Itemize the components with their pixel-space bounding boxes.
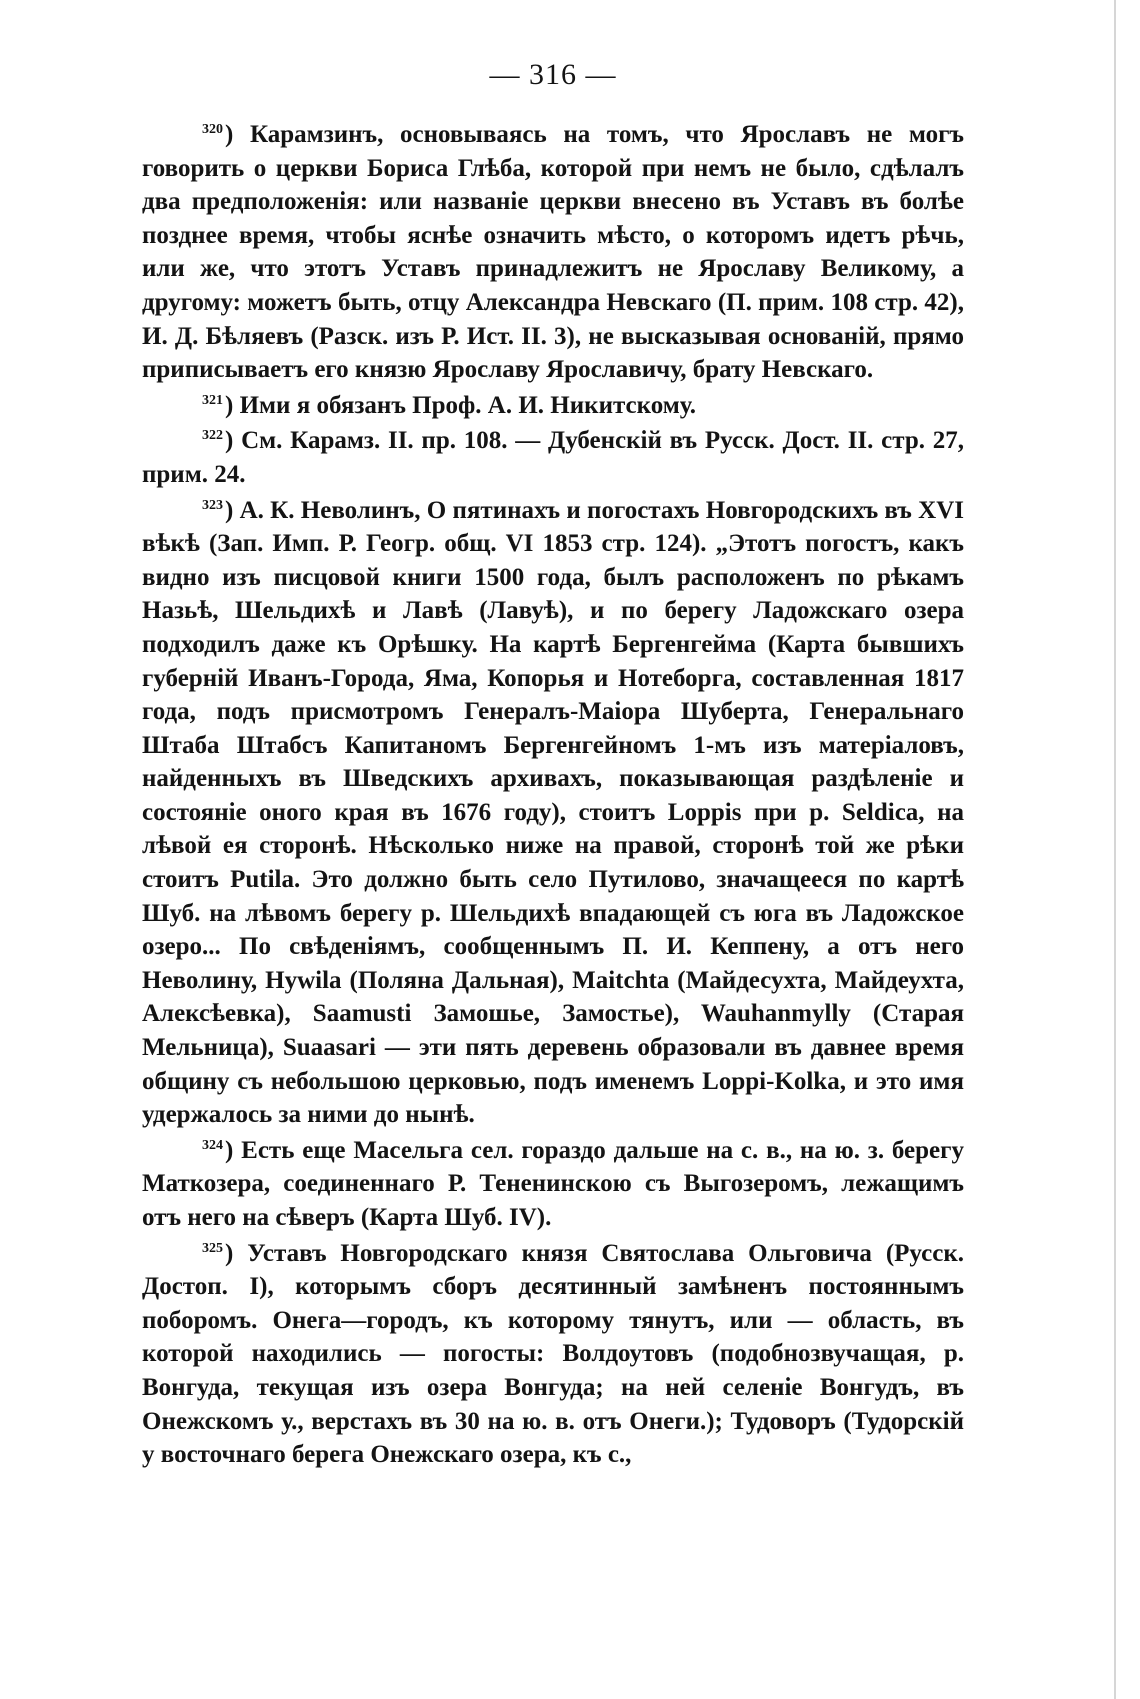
footnote-323: $^{323}$) А. К. Неволинъ, О пятинахъ и погостахъ Новгородскихъ въ XVI вѣкѣ (Зап. Имп. Р. Геогр. общ. VI 1853 стр. 124). „Этотъ погостъ, какъ видно изъ писцовой книги 1500 года, былъ расположенъ по рѣкамъ Назьѣ, Шельдихѣ и Лавѣ (Лавуѣ), и по берегу Ладожскаго озера подходилъ даже къ Орѣшку. На картѣ Бергенгейма (Карта бывшихъ губерній Иванъ-Города, Яма, Копорья и Нотеборга, составленная 1817 года, подъ присмотромъ Генералъ-Маіора Шуберта, Генеральнаго Штаба Штабсъ Капитаномъ Бергенгейномъ 1-мъ изъ матеріаловъ, найденныхъ въ Шведскихъ архивахъ, показывающая раздѣленіе и состояніе оного края въ 1676 году), стоитъ Loppis при р. Seldica, на лѣвой ея сторонѣ. Нѣсколько ниже на правой, сторонѣ той же рѣки стоитъ Putila. Это должно быть село Путилово, значащееся по картѣ Шуб. на лѣвомъ берегу р. Шельдихѣ впадающей съ юга въ Ладожское озеро... По свѣденіямъ, сообщеннымъ П. И. Кеппену, а отъ него Неволину, Hywila (Поляна Дальная), Maitchta (Майдесухта, Майдеухта, Алексѣевка), Saamusti Замошье, Замостье), Wauhanmylly (Старая Мельница), Suaasari — эти пять деревень образовали въ давнее время общину съ небольшою церковью, подъ именемъ Loppi-Kolka, и это имя удержалось за ними до нынѣ. bbox=[142, 496, 964, 1129]
footnote-marker: 324 bbox=[202, 1137, 223, 1153]
footnote-text: Ими я обязанъ Проф. А. И. Никитскому. bbox=[239, 391, 697, 419]
footnote-marker: 325 bbox=[202, 1240, 223, 1256]
footnote-322: $^{322}$) См. Карамз. II. пр. 108. — Дубенскій въ Русск. Дост. II. стр. 27, прим. 24. bbox=[142, 427, 965, 488]
footnote-324: $^{324}$) Есть еще Масельга сел. гораздо дальше на с. в., на ю. з. берегу Маткозера, соединеннаго Р. Тененинскою съ Выгозеромъ, лежащимъ отъ него на сѣверъ (Карта Шуб. IV). bbox=[142, 1136, 964, 1231]
page-edge-divider bbox=[1114, 0, 1116, 1699]
footnote-text: Уставъ Новгородскаго князя Святослава Ольговича (Русск. Достоп. I), которымъ сборъ десятинный замѣненъ постояннымъ поборомъ. Онега—городъ, къ которому тянутъ, или — область, въ которой находились — погосты: Волдоутовъ (подобнозвучащая, р. Вонгуда, текущая изъ озера Вонгуда; на ней селеніе Вонгудъ, въ Онежскомъ у., верстахъ въ 30 на ю. в. отъ Онеги.); Тудоворъ (Тудорскій у восточнаго берега Онежскаго озера, къ с., bbox=[142, 1239, 964, 1469]
footnote-text: А. К. Неволинъ, О пятинахъ и погостахъ Новгородскихъ въ XVI вѣкѣ (Зап. Имп. Р. Геогр. общ. VI 1853 стр. 124). „Этотъ погостъ, какъ видно изъ писцовой книги 1500 года, былъ расположенъ по рѣкамъ Назьѣ, Шельдихѣ и Лавѣ (Лавуѣ), и по берегу Ладожскаго озера подходилъ даже къ Орѣшку. На картѣ Бергенгейма (Карта бывшихъ губерній Иванъ-Города, Яма, Копорья и Нотеборга, составленная 1817 года, подъ присмотромъ Генералъ-Маіора Шуберта, Генеральнаго Штаба Штабсъ Капитаномъ Бергенгейномъ 1-мъ изъ матеріаловъ, найденныхъ въ Шведскихъ архивахъ, показывающая раздѣленіе и состояніе оного края въ 1676 году), стоитъ Loppis при р. Seldica, на лѣвой ея сторонѣ. Нѣсколько ниже на правой, сторонѣ той же рѣки стоитъ Putila. Это должно быть село Путилово, значащееся по картѣ Шуб. на лѣвомъ берегу р. Шельдихѣ впадающей съ юга въ Ладожское озеро... По свѣденіямъ, сообщеннымъ П. И. Кеппену, а отъ него Неволину, Hywila (Поляна Дальная), Maitchta (Майдесухта, Майдеухта, Алексѣевка), Saamusti Замошье, Замостье), Wauhanmylly (Старая Мельница), Suaasari — эти пять деревень образовали въ давнее время общину съ небольшою церковью, подъ именемъ Loppi-Kolka, и это имя удержалось за ними до нынѣ. bbox=[142, 496, 964, 1129]
footnote-text: Есть еще Масельга сел. гораздо дальше на с. в., на ю. з. берегу Маткозера, соединеннаго Р. Тененинскою съ Выгозеромъ, лежащимъ отъ него на сѣверъ (Карта Шуб. IV). bbox=[142, 1136, 964, 1231]
footnote-marker: 321 bbox=[202, 392, 223, 408]
footnote-marker: 323 bbox=[202, 497, 223, 513]
footnote-320: $^{320}$) Карамзинъ, основываясь на томъ, что Ярославъ не могъ говорить о церкви Бориса Глѣба, которой при немъ не было, сдѣлалъ два предположенія: или названіе церкви внесено въ Уставъ въ болѣе позднее время, чтобы яснѣе означить мѣсто, о которомъ идетъ рѣчь, или же, что этотъ Уставъ принадлежитъ не Ярославу Великому, а другому: можетъ быть, отцу Александра Невскаго (П. прим. 108 стр. 42), И. Д. Бѣляевъ (Разск. изъ Р. Ист. II. 3), не высказывая основаній, прямо приписываетъ его князю Ярославу Ярославичу, брату Невскаго. bbox=[142, 121, 964, 384]
footnote-321: $^{321}$) Ими я обязанъ Проф. А. И. Никитскому. bbox=[202, 391, 697, 419]
footnote-text: См. Карамз. II. пр. 108. — Дубенскій въ Русск. Дост. II. стр. 27, прим. 24. bbox=[142, 427, 965, 488]
page-number: — 316 — bbox=[489, 58, 617, 91]
footnote-text: Карамзинъ, основываясь на томъ, что Ярославъ не могъ говорить о церкви Бориса Глѣба, которой при немъ не было, сдѣлалъ два предположенія: или названіе церкви внесено въ Уставъ въ болѣе позднее время, чтобы яснѣе означить мѣсто, о которомъ идетъ рѣчь, или же, что этотъ Уставъ принадлежитъ не Ярославу Великому, а другому: можетъ быть, отцу Александра Невскаго (П. прим. 108 стр. 42), И. Д. Бѣляевъ (Разск. изъ Р. Ист. II. 3), не высказывая основаній, прямо приписываетъ его князю Ярославу Ярославичу, брату Невскаго. bbox=[142, 121, 964, 384]
footnote-marker: 320 bbox=[202, 122, 223, 137]
footnote-325: $^{325}$) Уставъ Новгородскаго князя Святослава Ольговича (Русск. Достоп. I), которымъ сборъ десятинный замѣненъ постояннымъ поборомъ. Онега—городъ, къ которому тянутъ, или — область, въ которой находились — погосты: Волдоутовъ (подобнозвучащая, р. Вонгуда, текущая изъ озера Вонгуда; на ней селеніе Вонгудъ, въ Онежскомъ у., верстахъ въ 30 на ю. в. отъ Онеги.); Тудоворъ (Тудорскій у восточнаго берега Онежскаго озера, къ с., bbox=[142, 1239, 964, 1469]
book-page bbox=[142, 58, 964, 1474]
footnote-marker: 322 bbox=[202, 428, 223, 444]
